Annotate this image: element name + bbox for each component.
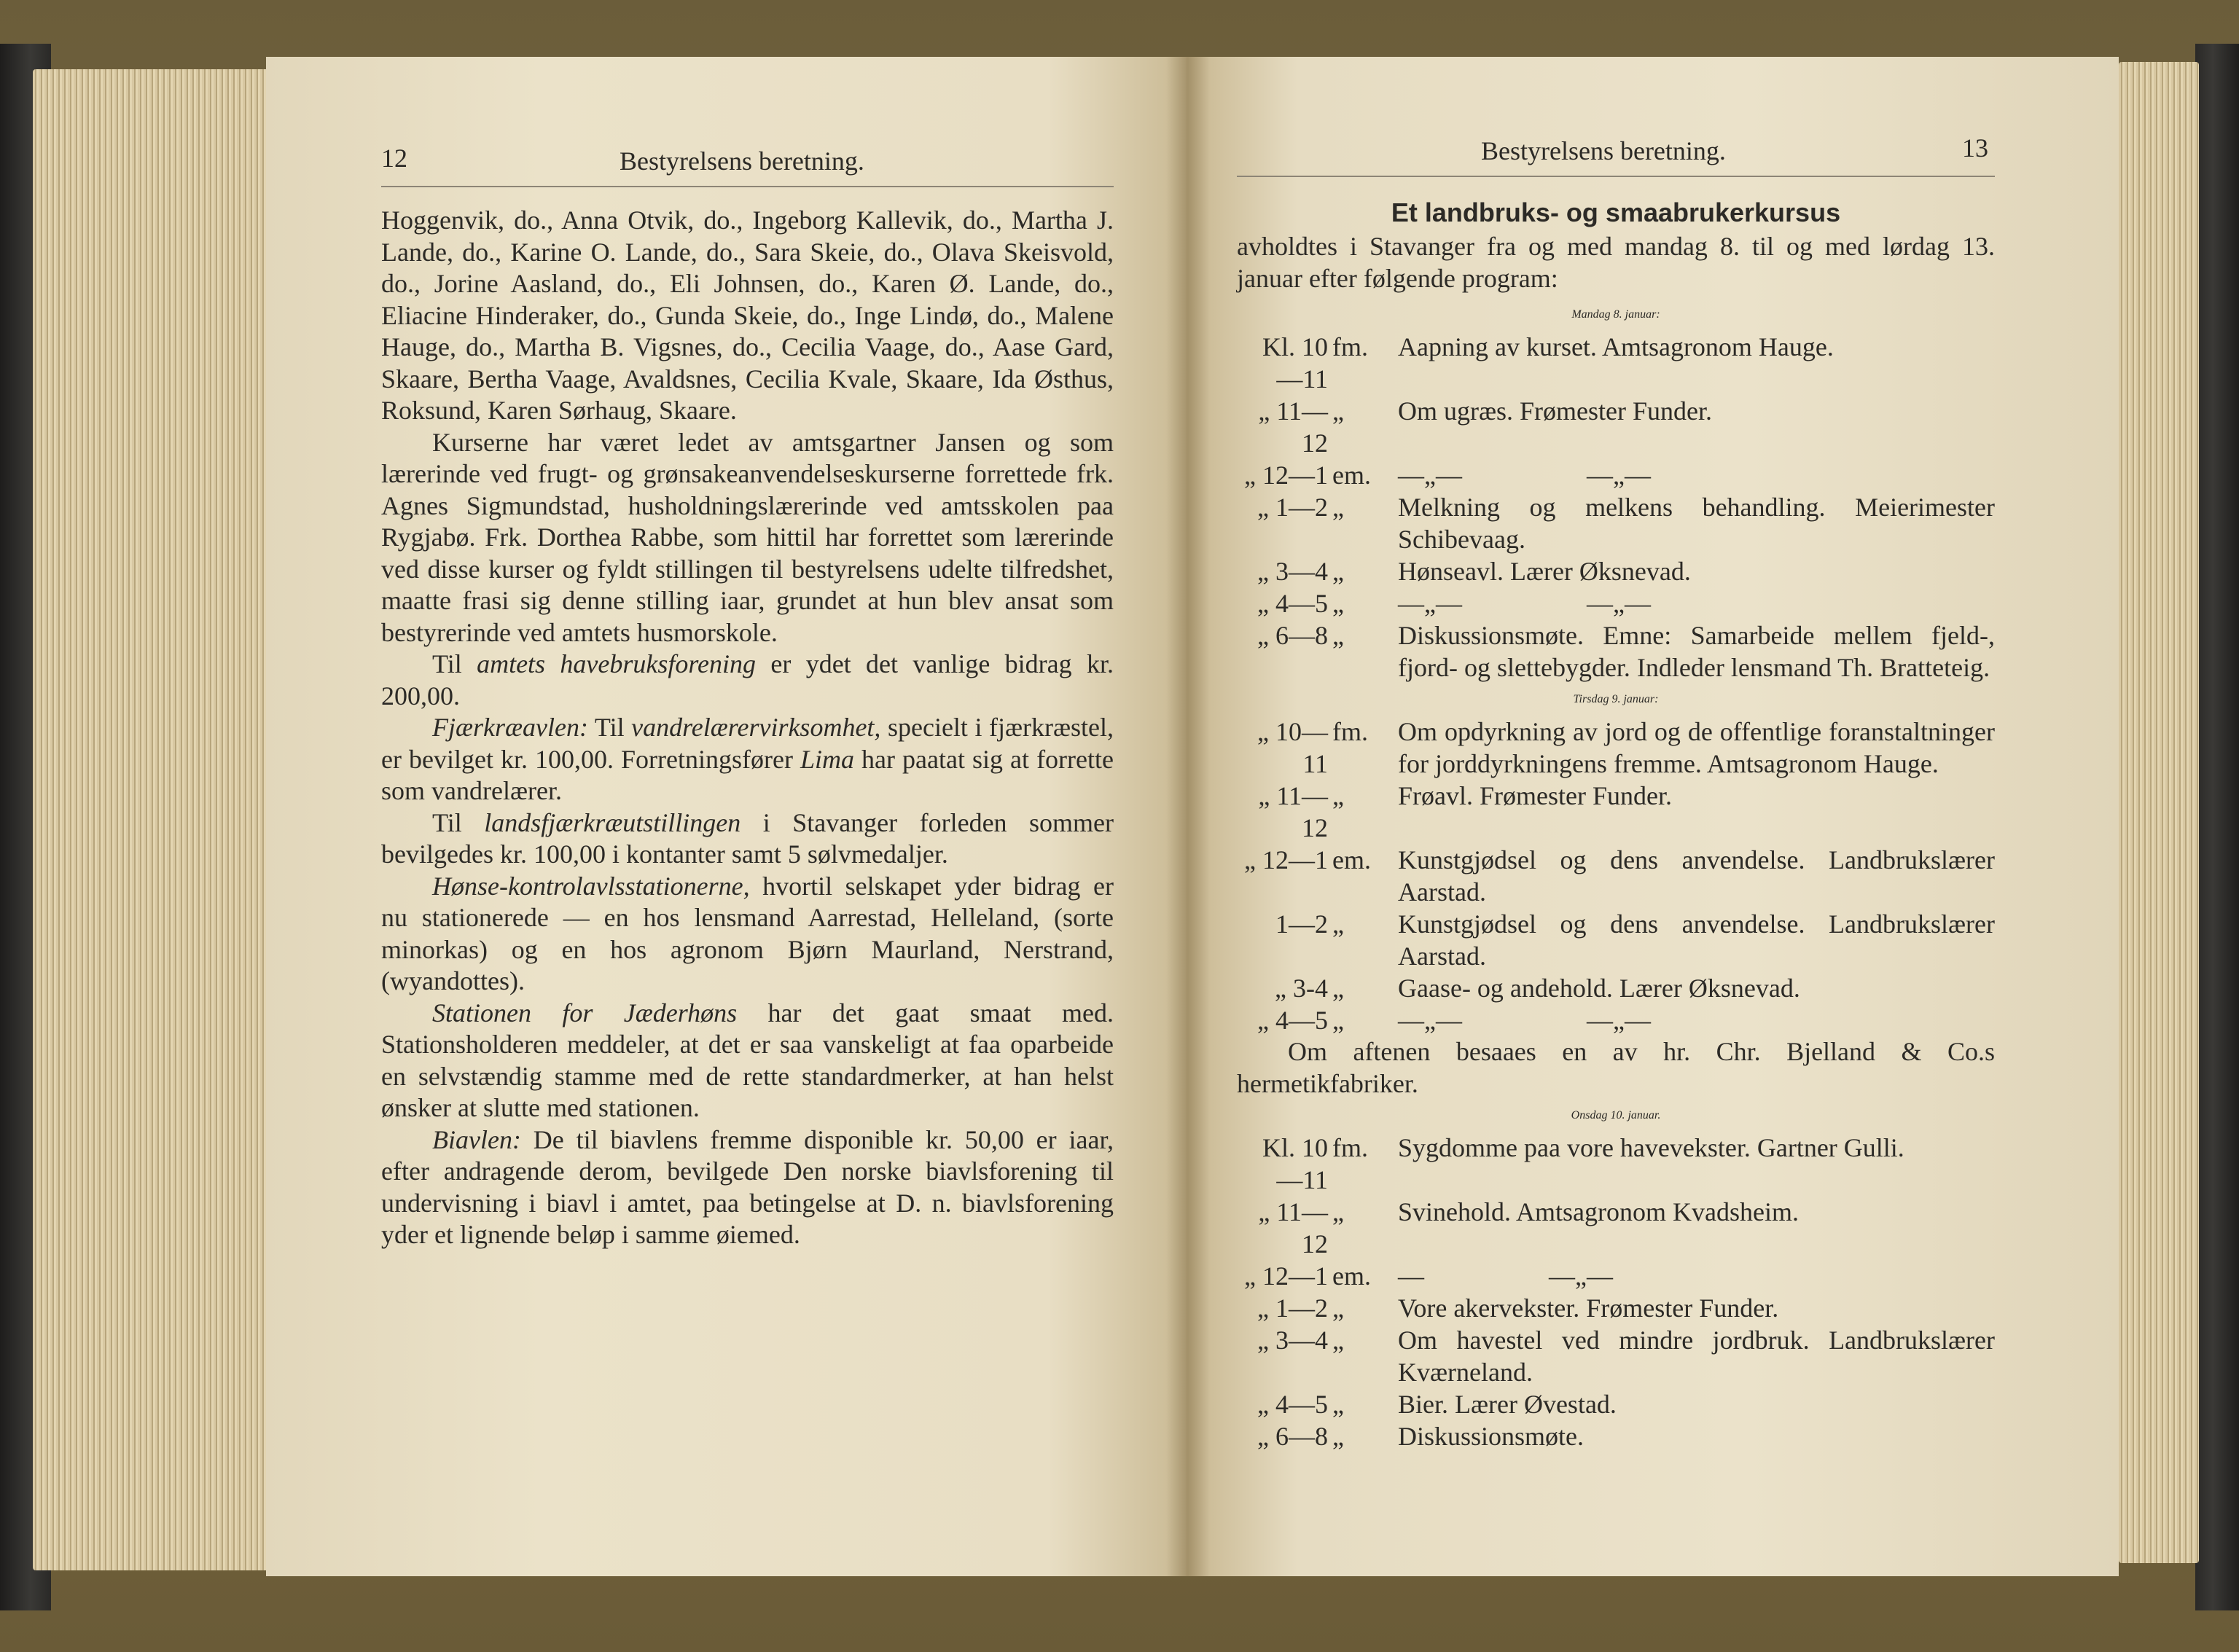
schedule-row: „ 12—1 em. — —„— [1244, 1261, 1613, 1291]
schedule-row: 1—2 „ Kunstgjødsel og dens anvendelse. Landbrukslærer Aarstad. [1275, 909, 1995, 971]
paragraph: Biavlen: De til biavlens fremme disponible kr. 50,00 er iaar, efter andragende derom, bevilgede Den norske biavlsforening til undervisning i biavl i amtet, paa betingelse at D. n. biavlsforening yder et lignende beløp i samme øiemed. [381, 1124, 1114, 1249]
schedule-tuesday [1237, 716, 1995, 1036]
paragraph: Til amtets havebruksforening er ydet det vanlige bidrag kr. 200,00. [381, 649, 1114, 710]
program-intro: avholdtes i Stavanger fra og med mandag 8. til og med lørdag 13. januar efter følgende program: [1237, 232, 1995, 293]
schedule-row: „ 12—1 em. —„— —„— [1244, 461, 1651, 490]
binding-right [2195, 44, 2239, 1610]
paragraph: Hønse-kontrolavlsstationerne, hvortil selskapet yder bidrag er nu stationerede — en hos lensmand Aarrestad, Helleland, (sorte minorkas) og en hos agronom Bjørn Maurland, Nerstrand, (wyandottes). [381, 871, 1114, 995]
left-page [266, 57, 1186, 1576]
schedule-row: Kl. 10—11 fm. Aapning av kurset. Amtsagronom Hauge. [1262, 332, 1834, 394]
paragraph: Fjærkræavlen: Til vandrelærervirksomhet, specielt i fjærkræstel, er bevilget kr. 100,00. Forretningsfører Lima har paatat sig at forrette som vandrelærer. [381, 713, 1114, 805]
schedule-row: „ 11—12 „ Frøavl. Frømester Funder. [1258, 781, 1672, 842]
left-header-rule [381, 186, 1114, 187]
schedule-row: „ 3—4 „ Hønseavl. Lærer Øksnevad. [1257, 557, 1691, 586]
schedule-row: Kl. 10—11 fm. Sygdomme paa vore havevekster. Gartner Gulli. [1262, 1133, 1904, 1194]
schedule-row: „ 11—12 „ Om ugræs. Frømester Funder. [1258, 396, 1712, 458]
right-page-number: 13 [1962, 133, 1988, 163]
schedule-row: „ 3—4 „ Om havestel ved mindre jordbruk. Landbrukslærer Kværneland. [1257, 1326, 1995, 1387]
paragraph: Stationen for Jæderhøns har det gaat smaat med. Stationsholderen meddeler, at det er saa vanskeligt at faa oparbeide en selvstændig stamme med de rette standardmerker, at han helst ønsker at slutte med stationen. [381, 998, 1114, 1122]
schedule-row: „ 4—5 „ —„— —„— [1257, 589, 1651, 618]
left-page-number: 12 [381, 144, 407, 173]
left-page-body [381, 205, 1114, 1251]
book-gutter [1166, 57, 1210, 1576]
schedule-row: „ 6—8 „ Diskussionsmøte. Emne: Samarbeide mellem fjeld-, fjord- og slettebygder. Indleder lensmand Th. Bratteteig. [1257, 621, 1995, 682]
program-title: Et landbruks- og smaabrukerkursus [1391, 197, 1841, 227]
schedule-row: „ 1—2 „ Melkning og melkens behandling. Meierimester Schibevaag. [1257, 493, 1995, 554]
page-edges-left [33, 69, 273, 1570]
left-page-header: Bestyrelsens beretning. [620, 146, 864, 176]
schedule-wednesday [1237, 1132, 1995, 1452]
day-heading: Onsdag 10. januar. [1571, 1109, 1661, 1121]
schedule-row: „ 12—1 em. Kunstgjødsel og dens anvendelse. Landbrukslærer Aarstad. [1244, 845, 1995, 907]
schedule-monday [1237, 331, 1995, 684]
schedule-row: „ 6—8 „ Diskussionsmøte. [1257, 1422, 1585, 1451]
schedule-row: „ 3-4 „ Gaase- og andehold. Lærer Øksnevad. [1275, 974, 1800, 1003]
right-header-rule [1237, 176, 1995, 177]
schedule-row: „ 4—5 „ —„— —„— [1257, 1006, 1651, 1035]
schedule-row: „ 4—5 „ Bier. Lærer Øvestad. [1257, 1390, 1617, 1419]
schedule-row: „ 11—12 „ Svinehold. Amtsagronom Kvadsheim. [1258, 1197, 1799, 1258]
page-edges-right [2119, 62, 2199, 1563]
paragraph: Kurserne har været ledet av amtsgartner Jansen og som lærerinde ved frugt- og grønsakeanvendelseskurserne forrettede frk. Agnes Sigmundstad, husholdningslærerinde ved amtsskolen paa Rygjabø. Frk. Dorthea Rabbe, som hittil har forrettet som lærerinde ved disse kurser og fyldt stillingen til bestyrelsens udelte tilfredshet, maatte frasi sig denne stilling iaar, grundet at hun blev ansat som bestyrerinde ved amtets husmorskole. [381, 427, 1114, 647]
day-heading: Tirsdag 9. januar: [1573, 693, 1659, 705]
paragraph: Til landsfjærkræutstillingen i Stavanger forleden sommer bevilgedes kr. 100,00 i kontanter samt 5 sølvmedaljer. [381, 807, 1114, 869]
right-page-body [1237, 197, 1995, 1452]
right-page [1186, 57, 2119, 1576]
paragraph: Hoggenvik, do., Anna Otvik, do., Ingeborg Kallevik, do., Martha J. Lande, do., Karine O. Lande, do., Sara Skeie, do., Olava Skeisvold, do., Jorine Aasland, do., Eli Johnsen, do., Karen Ø. Lande, do., Eliacine Hinderaker, do., Gunda Skeie, do., Inge Lindø, do., Malene Hauge, do., Martha B. Vigsnes, do., Cecilia Vaage, do., Aase Gard, Skaare, Bertha Vaage, Avaldsnes, Cecilia Kvale, Skaare, Ida Østhus, Roksund, Karen Sørhaug, Skaare. [381, 205, 1114, 425]
schedule-row: „ 10—11 fm. Om opdyrkning av jord og de offentlige foranstaltninger for jorddyrkningens fremme. Amtsagronom Hauge. [1257, 717, 1995, 778]
day-heading: Mandag 8. januar: [1571, 308, 1660, 321]
schedule-row: „ 1—2 „ Vore akervekster. Frømester Funder. [1257, 1293, 1779, 1323]
right-page-header: Bestyrelsens beretning. [1481, 136, 1726, 165]
program-note: Om aftenen besaaes en av hr. Chr. Bjelland & Co.s hermetikfabriker. [1237, 1037, 1995, 1098]
